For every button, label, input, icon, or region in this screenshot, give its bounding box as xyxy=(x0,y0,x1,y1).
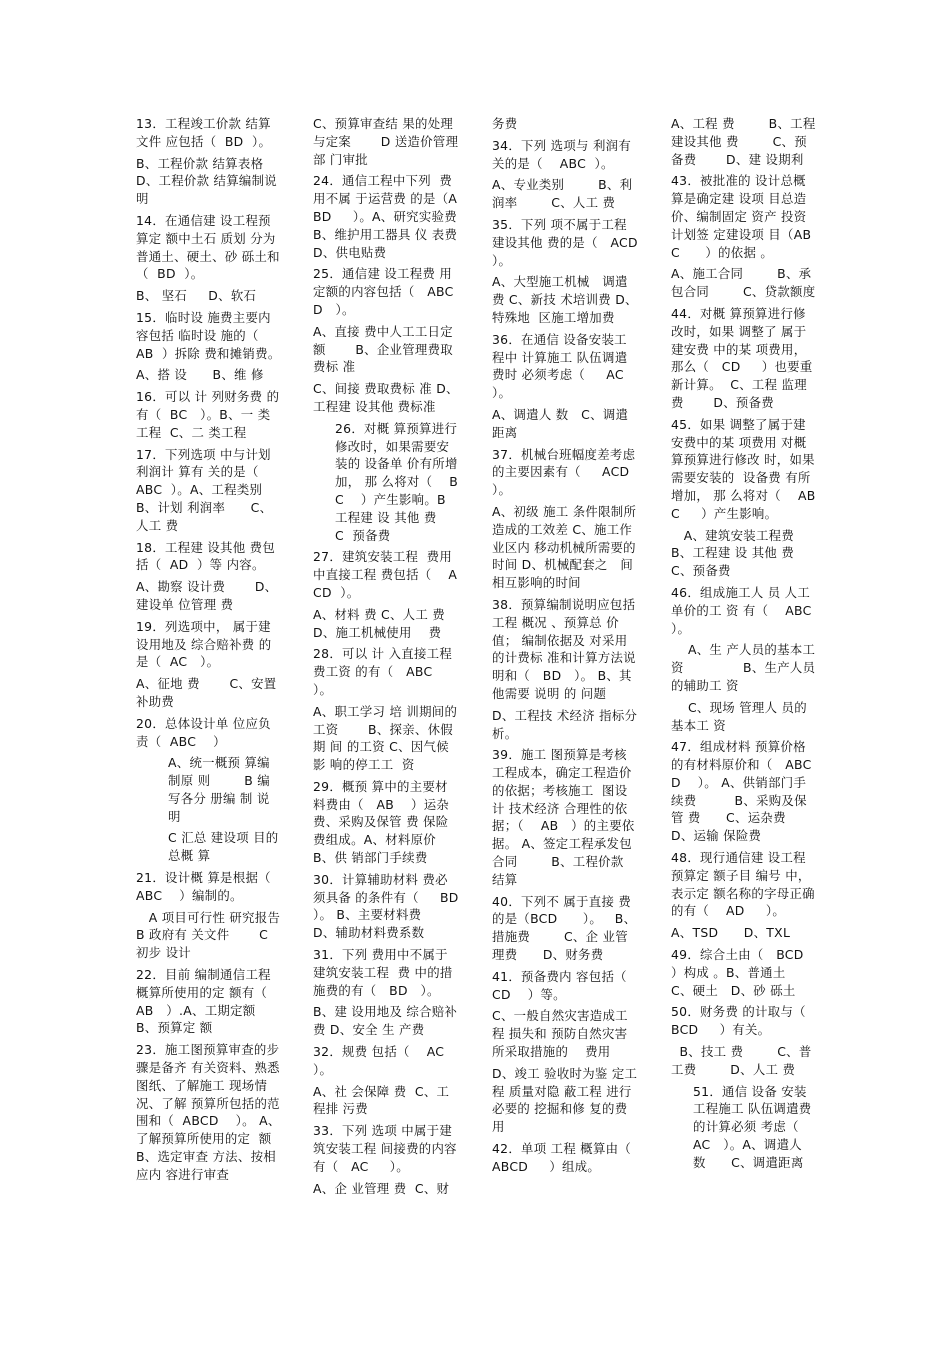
question-paragraph: A、建筑安装工程费 B、工程建 设 其他 费 C、预备费 xyxy=(671,527,828,579)
question-paragraph: 38．预算编制说明应包括工程 概况 、预算总 价值； 编制依据及 对采用的计费标 准和计算方法说明和（ BD ）。 B、其他需要 说明 的 问题 xyxy=(492,596,636,701)
question-paragraph: A、工程 费 B、工程建设其他 费 C、预备费 D、建 设期利 xyxy=(671,116,816,167)
question-paragraph: 30．计算辅助材料 费必须具备 的条件有（ BD ）。 B、主要材料费 D、辅助材料费系数 xyxy=(313,871,468,941)
question-paragraph: A、征地 费 C、安置补助费 xyxy=(136,676,277,709)
question-paragraph: 45．如果 调整了属于建安费中的某 项费用 对概算预算进行修改 时，如果需要安装的 设备费 有所增加， 那 么将对（ ABC ）产生影响。 xyxy=(671,416,816,521)
question-paragraph: A、勘察 设计费 D、建设单 位管理 费 xyxy=(136,579,278,612)
question-paragraph: D、工程技 术经济 指标分析。 xyxy=(492,707,638,741)
question-paragraph: A 项目可行性 研究报告 B 政府有 关文件 C 初步 设计 xyxy=(136,909,310,961)
question-paragraph: D、竣工 验收时为鉴 定工程 质量对隐 蔽工程 进行必要的 挖掘和修 复的费用 xyxy=(492,1065,638,1135)
text-column-4 xyxy=(671,115,833,1176)
question-paragraph: 15．临时设 施费主要内容包括 临时设 施的（ AB ）拆除 费和摊销费。 xyxy=(136,309,281,361)
question-paragraph: A、大型施工机械 调遣费 C、新技 术培训费 D、特殊地 区施工增加费 xyxy=(492,274,638,325)
question-paragraph: C、预算审查结 果的处理与定案 D 送造价管理部 门审批 xyxy=(313,116,459,167)
question-paragraph: 47．组成材料 预算价格的有材料原价和（ ABCD ）。 A、供销部门手续费 B、采购及保管 费 C、运杂费 D、运输 保险费 xyxy=(671,739,812,844)
question-paragraph: 务费 xyxy=(492,116,518,131)
question-paragraph: 23．施工图预算审查的步骤是备齐 有关资料、熟悉图纸、了解施工 现场情况、了解 预算所包括的范 围和（ ABCD ）。 A、了解预算所使用的定 额 B、选定审查 方法、按相应内 容进行审查 xyxy=(136,1042,285,1182)
question-paragraph: 36．在通信 设备安装工程中 计算施工 队伍调遣费时 必须考虑（ AC ）。 xyxy=(492,331,641,401)
question-paragraph: 48．现行通信建 设工程预算定 额子目 编号 中，表示定 额名称的字母正确的有（ AD ）。 xyxy=(671,850,815,919)
question-paragraph: 16．可以 计 列财务费 的有（ BC ）。B、一 类工程 C、二 类工程 xyxy=(136,389,280,440)
question-paragraph: 46．组成施工人 员 人工单价的工 资 有（ ABC ）。 xyxy=(671,584,833,636)
question-paragraph: 40．下列不 属于直接 费的是（BCD ）。 B、措施费 C、企 业管理费 D、财务费 xyxy=(492,893,637,963)
question-paragraph: 19．列选项中， 属于建设用地及 综合赔补费 的是（ AC ）。 xyxy=(136,618,272,670)
question-paragraph: 14．在通信建 设工程预算定 额中土石 质划 分为普通土、硬土、砂 砾土和（ BD ）。 xyxy=(136,212,280,282)
question-paragraph: A、调遣人 数 C、调遣距离 xyxy=(492,406,629,440)
question-paragraph: A、专业类别 B、利润率 C、人工 费 xyxy=(492,177,633,211)
question-paragraph: A、初级 施工 条件限制所造成的工效差 C、施工作 业区内 移动机械所需要的 时间 D、机械配套之 间相互影响的时间 xyxy=(492,503,645,591)
question-paragraph: 28．可以 计 入直接工程费工资 的有（ ABC ）。 xyxy=(313,646,453,697)
question-paragraph: A、社 会保障 费 C、工程排 污费 xyxy=(313,1083,450,1117)
question-paragraph: 18．工程建 设其他 费包括（ AD ）等 内容。 xyxy=(136,539,276,573)
question-paragraph: B、工程价款 结算表格 D、工程价款 结算编制说明 xyxy=(136,155,277,207)
question-paragraph: 17．下列选项 中与计划利润计 算有 关的是（ ABC ）。A、工程类别 B、计划 利润率 C、人工 费 xyxy=(136,446,288,533)
question-paragraph: A、直接 费中人工工日定额 B、企业管理费取费标 准 xyxy=(313,323,453,375)
question-paragraph: 24．通信工程中下列 费用不属 于运营费 的是（ABD ）。A、研究实验费 B、维护用工器具 仪 表费 D、供电贴费 xyxy=(313,173,496,260)
question-paragraph: 32．规费 包括（ AC ）。 xyxy=(313,1044,457,1077)
question-paragraph: 21．设计概 算是根据（ ABC ）编制的。 xyxy=(136,870,284,903)
question-paragraph: 22．目前 编制通信工程概算所使用的定 额有（ AB ）.A、工期定额 B、预算定 额 xyxy=(136,967,286,1036)
question-paragraph: 25．通信建 设工程费 用定额的内容包括（ ABCD ）。 xyxy=(313,266,454,317)
question-paragraph: A、职工学习 培 训期间的工资 B、探亲、休假期 间 的工资 C、因气候影 响的停工工 资 xyxy=(313,703,458,773)
question-paragraph: B、 坚石 D、软石 xyxy=(136,288,257,304)
question-paragraph: 43．被批准的 设计总概算是确定建 设项 目总造价、编制固定 资产 投资计划签 定建设项 目（ABC ）的依据 。 xyxy=(671,173,812,260)
question-paragraph: 42．单项 工程 概算由（ ABCD ）组成。 xyxy=(492,1141,644,1174)
question-paragraph: A、统一概预 算编制原 则 B 编写各分 册编 制 说明 xyxy=(168,755,270,824)
question-paragraph: 39．施工 图预算是考核工程成本，确定工程造价的依据；考核施工 图设计 技术经济 合理性的依据；（ AB ）的主要依据。 A、签定工程承发包合同 B、工程价款 结算 xyxy=(492,747,635,887)
question-paragraph: A、材料 费 C、人工 费 D、施工机械使用 费 xyxy=(313,606,450,640)
question-paragraph: 50．财务费 的计取与（ BCD ）有关。 xyxy=(671,1004,819,1038)
text-column-1 xyxy=(136,115,310,1188)
question-paragraph: A、TSD D、TXL xyxy=(671,925,791,941)
question-paragraph: 37．机械台班幅度差考虑的主要因素有（ ACD ）。 xyxy=(492,446,643,498)
question-paragraph: B、技工 费 C、普工费 D、人工 费 xyxy=(671,1044,812,1077)
question-paragraph: 51．通信 设备 安装工程施工 队伍调遣费的计算必须 考虑（ AC ）。A、调遣人 数 C、调遣距离 xyxy=(693,1083,816,1170)
question-paragraph: A、施工合同 B、承包合同 C、贷款额度 xyxy=(671,266,816,300)
question-paragraph: C 汇总 建设项 目的总概 算 xyxy=(168,830,279,864)
question-paragraph: A、搭 设 B、维 修 xyxy=(136,367,264,383)
question-paragraph: 20．总体设计单 位应负责（ ABC ） xyxy=(136,715,271,749)
question-paragraph: 34．下列 选项与 利润有关的是（ ABC ）。 xyxy=(492,137,632,171)
question-paragraph: C、一般自然灾害造成工程 损失和 预防自然灾害所采取措施的 费用 xyxy=(492,1008,628,1060)
question-paragraph: 31．下列 费用中不属于建筑安装工程 费 中的措施费的有（ BD ）。 xyxy=(313,947,453,998)
question-paragraph: 13．工程竣工价款 结算文件 应包括（ BD ）。 xyxy=(136,116,272,149)
question-paragraph: C、间接 费取费标 准 D、工程建 设其他 费标准 xyxy=(313,381,459,414)
question-paragraph: 26．对概 算预算进行修改时，如果需要安装的 设备单 价有所增加， 那 么将对（ BC ）产生影响。B 工程建 设 其他 费 C 预备费 xyxy=(335,420,462,543)
question-paragraph: A、生 产人员的基本工 资 B、生产人员的辅助工 资 xyxy=(671,642,820,693)
question-paragraph: B、建 设用地及 综合赔补费 D、安全 生 产费 xyxy=(313,1004,458,1038)
question-paragraph: A、企 业管理 费 C、财 xyxy=(313,1180,450,1196)
text-column-3 xyxy=(492,115,651,1180)
question-paragraph: C、现场 管理人 员的基本工 资 xyxy=(671,699,807,733)
question-paragraph: 44．对概 算预算进行修改时，如果 调整了 属于建安费 中的某 项费用，那么（ CD ）也要重新计算。 C、工程 监理费 D、预备费 xyxy=(671,305,813,410)
question-paragraph: 41．预备费内 容包括（ CD ）等。 xyxy=(492,968,644,1002)
question-paragraph: 33．下列 选项 中属于建筑安装工程 间接费的内容有（ AC ）。 xyxy=(313,1123,457,1174)
question-paragraph: 29．概预 算中的主要材料费由（ AB ）运杂费、采购及保管 费 保险费组成。A、材料原价 B、供 销部门手续费 xyxy=(313,778,450,866)
question-paragraph: 27．建筑安装工程 费用中直接工程 费包括（ ACD ）。 xyxy=(313,549,458,600)
text-column-2 xyxy=(313,115,496,1201)
question-paragraph: 49．综合土由（ BCD ）构成 。B、普通土 C、硬土 D、砂 砾土 xyxy=(671,947,824,998)
question-paragraph: 35．下列 项不属于工程建设其他 费的是（ ACD ）。 xyxy=(492,216,651,268)
